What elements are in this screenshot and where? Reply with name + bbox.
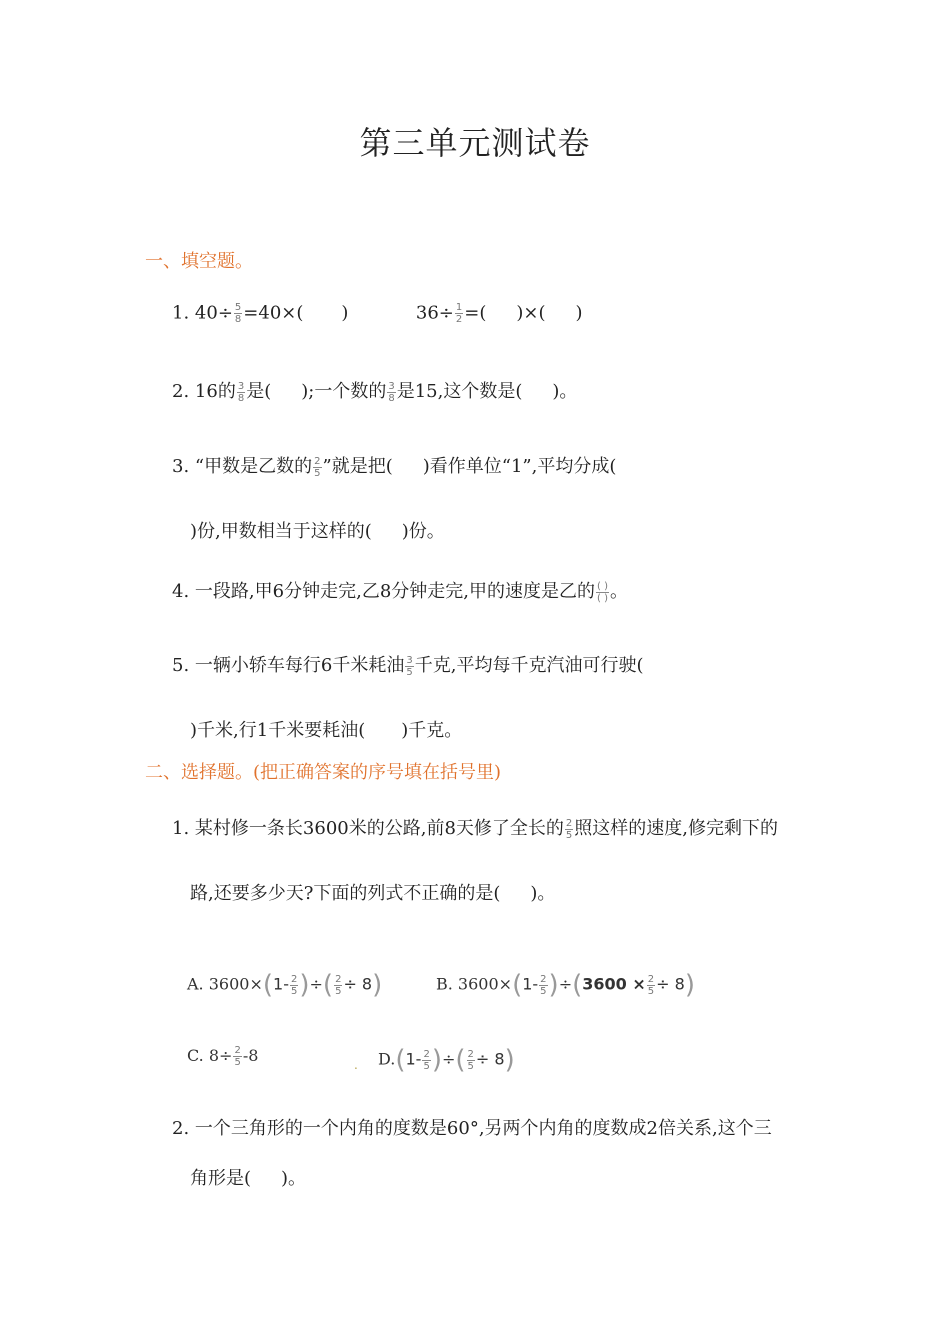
question-2-2: 2. 一个三角形的一个内角的度数是60°,另两个内角的度数成2倍关系,这个三 [172, 1118, 772, 1139]
question-1-2: 2. 16的 $\frac{3}{8}$ 是( );一个数的 $\frac{3}{8}$ 是15,这个数是( )。 [172, 380, 578, 404]
fraction-3-8: $\frac{3}{8}$ [237, 380, 245, 404]
fraction-5-8: $\frac{5}{8}$ [234, 302, 242, 325]
stray-dot: . [354, 1058, 358, 1072]
section-1-heading: 一、填空题。 [145, 251, 253, 272]
page-title: 第三单元测试卷 [359, 124, 591, 162]
fraction-2-5: $\frac{2}{5}$ [565, 817, 573, 841]
question-2-1-line2: 路,还要多少天?下面的列式不正确的是( )。 [190, 883, 556, 904]
fraction-3-8: $\frac{3}{8}$ [388, 380, 395, 404]
fraction-2-5: $\frac{2}{5}$ [314, 455, 321, 479]
question-1-3: 3. “甲数是乙数的 $\frac{2}{5}$ ”就是把( )看作单位“1”,平均分成( [172, 455, 617, 479]
question-1-4: 4. 一段路,甲6分钟走完,乙8分钟走完,甲的速度是乙的 $\frac{( )}{( )}$ 。 [172, 580, 628, 604]
fraction-1-2: $\frac{1}{2}$ [455, 302, 463, 325]
fraction-3-5: $\frac{3}{5}$ [406, 654, 413, 678]
question-1-3-line2: )份,甲数相当于这样的( )份。 [190, 521, 445, 542]
question-1-5-line2: )千米,行1千米要耗油( )千克。 [190, 720, 463, 741]
option-c[interactable]: C. 8÷ $\frac{2}{5}$ -8 [187, 1045, 259, 1068]
fraction-blank: $\frac{( )}{( )}$ [597, 580, 608, 604]
question-1-5: 5. 一辆小轿车每行6千米耗油 $\frac{3}{5}$ 千克,平均每千克汽油可行驶( [172, 654, 644, 678]
option-d[interactable]: D.(1- $\frac{2}{5}$ )÷( $\frac{2}{5}$ ÷ 8) [378, 1045, 515, 1075]
question-2-2-line2: 角形是( )。 [190, 1168, 307, 1189]
option-a[interactable]: A. 3600×(1- $\frac{2}{5}$ )÷( $\frac{2}{5}$ ÷ 8) [187, 970, 383, 1000]
option-b[interactable]: B. 3600×(1- $\frac{2}{5}$ )÷(3600 × $\frac{2}{5}$ ÷ 8) [436, 970, 695, 1000]
question-1-1: 1. 40÷ $\frac{5}{8}$ =40×( ) 36÷ $\frac{1}{2}$ =( )×( ) [172, 302, 583, 325]
question-2-1: 1. 某村修一条长3600米的公路,前8天修了全长的 $\frac{2}{5}$ 照这样的速度,修完剩下的 [172, 817, 779, 841]
section-2-heading: 二、选择题。(把正确答案的序号填在括号里) [145, 762, 502, 783]
